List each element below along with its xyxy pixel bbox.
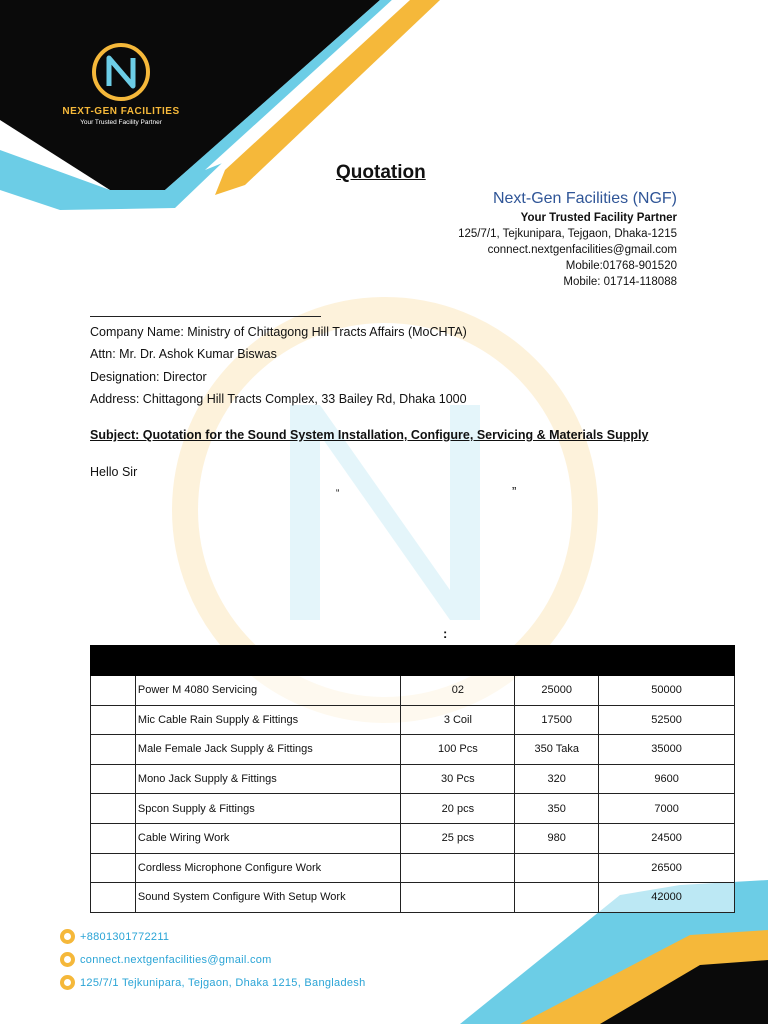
row-sl-cell: [91, 853, 136, 883]
recipient-designation: Designation: Director: [90, 369, 207, 384]
header-cell-quantity: [401, 646, 515, 676]
row-amount-cell: 52500: [599, 705, 735, 735]
row-description-cell: Mono Jack Supply & Fittings: [135, 764, 401, 794]
row-description-cell: Power M 4080 Servicing: [135, 676, 401, 706]
phone-icon: [60, 929, 75, 944]
row-description-cell: Sound System Configure With Setup Work: [135, 883, 401, 913]
brand-name: NEXT-GEN FACILITIES: [62, 106, 180, 117]
row-rate-cell: [515, 883, 599, 913]
row-amount-cell: 7000: [599, 794, 735, 824]
row-rate-cell: 17500: [515, 705, 599, 735]
row-rate-cell: 980: [515, 823, 599, 853]
row-sl-cell: [91, 676, 136, 706]
email-icon: [60, 952, 75, 967]
ng-logo-icon: [89, 40, 153, 104]
footer-phone: +8801301772211: [80, 930, 170, 943]
row-quantity-cell: 100 Pcs: [401, 735, 515, 765]
row-amount-cell: 50000: [599, 676, 735, 706]
sender-name: Next-Gen Facilities (NGF): [492, 190, 677, 207]
row-rate-cell: 350 Taka: [515, 735, 599, 765]
table-row: [91, 794, 735, 824]
table-row: [91, 735, 735, 765]
location-pin-icon: [60, 975, 75, 990]
recipient-address: Address: Chittagong Hill Tracts Complex, 33 Bailey Rd, Dhaka 1000: [90, 391, 467, 406]
row-sl-cell: [91, 764, 136, 794]
table-row: [91, 823, 735, 853]
row-quantity-cell: [401, 853, 515, 883]
row-rate-cell: 350: [515, 794, 599, 824]
row-description-cell: Mic Cable Rain Supply & Fittings: [135, 705, 401, 735]
row-sl-cell: [91, 735, 136, 765]
row-sl-cell: [91, 883, 136, 913]
row-quantity-cell: 02: [401, 676, 515, 706]
sender-email: connect.nextgenfacilities@gmail.com: [487, 244, 677, 256]
sender-tagline: Your Trusted Facility Partner: [520, 212, 677, 224]
open-quote-mark: “: [336, 488, 340, 499]
row-sl-cell: [91, 823, 136, 853]
row-quantity-cell: 3 Coil: [401, 705, 515, 735]
quotation-table: [90, 645, 735, 913]
footer-email: connect.nextgenfacilities@gmail.com: [80, 953, 272, 966]
sender-address: 125/7/1, Tejkunipara, Tejgaon, Dhaka-1215: [458, 228, 677, 240]
row-amount-cell: 26500: [599, 853, 735, 883]
footer-contact: [60, 925, 366, 994]
sender-mobile-2: Mobile: 01714-118088: [563, 276, 677, 288]
recipient-attn: Attn: Mr. Dr. Ashok Kumar Biswas: [90, 347, 277, 362]
row-sl-cell: [91, 705, 136, 735]
footer-email-row: [60, 948, 366, 971]
table-header-row: [91, 646, 735, 676]
footer-address-row: [60, 971, 366, 994]
row-amount-cell: 35000: [599, 735, 735, 765]
row-description-cell: Spcon Supply & Fittings: [135, 794, 401, 824]
sender-mobile-1: Mobile:01768-901520: [565, 260, 677, 272]
footer-phone-row: [60, 925, 366, 948]
row-sl-cell: [91, 794, 136, 824]
row-description-cell: Cable Wiring Work: [135, 823, 401, 853]
header-cell-sl: [91, 646, 136, 676]
close-quote-mark: ”: [512, 484, 517, 499]
row-quantity-cell: 30 Pcs: [401, 764, 515, 794]
recipient-info: [90, 324, 467, 413]
header-cell-rate: [515, 646, 599, 676]
table-row: [91, 853, 735, 883]
row-amount-cell: 9600: [599, 764, 735, 794]
greeting: Hello Sir: [90, 465, 138, 479]
row-description-cell: Cordless Microphone Configure Work: [135, 853, 401, 883]
row-amount-cell: 24500: [599, 823, 735, 853]
footer-address: 125/7/1 Tejkunipara, Tejgaon, Dhaka 1215, Bangladesh: [80, 976, 366, 989]
divider-line: [90, 316, 321, 317]
row-quantity-cell: [401, 883, 515, 913]
row-rate-cell: 25000: [515, 676, 599, 706]
table-row: [91, 705, 735, 735]
header-cell-amount: [599, 646, 735, 676]
page-title: Quotation: [336, 162, 426, 183]
row-quantity-cell: 20 pcs: [401, 794, 515, 824]
table-row: [91, 883, 735, 913]
sender-info: [458, 188, 677, 290]
table-row: [91, 676, 735, 706]
row-amount-cell: 42000: [599, 883, 735, 913]
recipient-company: Company Name: Ministry of Chittagong Hill Tracts Affairs (MoCHTA): [90, 325, 467, 339]
table-row: [91, 764, 735, 794]
brand-logo: [56, 40, 186, 140]
brand-tagline: Your Trusted Facility Partner: [80, 119, 162, 126]
subject-line: Subject: Quotation for the Sound System Installation, Configure, Servicing & Materials Supply: [90, 428, 649, 442]
row-quantity-cell: 25 pcs: [401, 823, 515, 853]
colon-mark: :: [443, 626, 448, 641]
header-cell-description: [135, 646, 401, 676]
row-rate-cell: 320: [515, 764, 599, 794]
row-description-cell: Male Female Jack Supply & Fittings: [135, 735, 401, 765]
row-rate-cell: [515, 853, 599, 883]
